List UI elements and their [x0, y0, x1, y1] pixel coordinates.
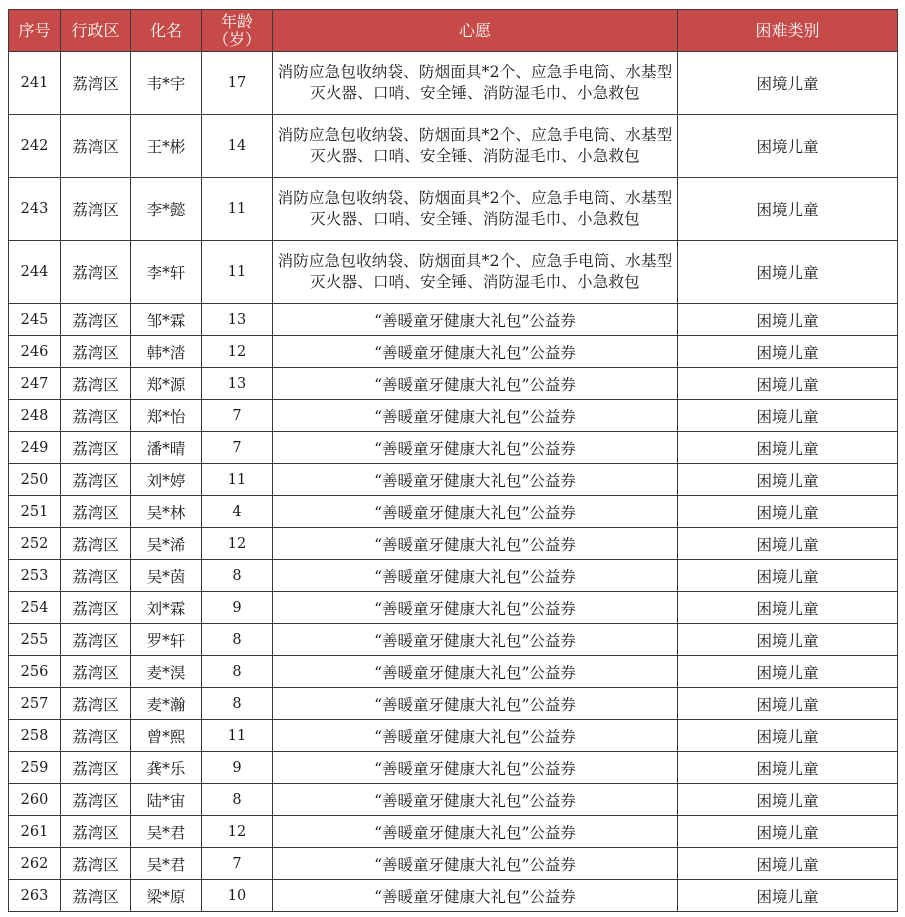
cell-index: 258 — [9, 720, 61, 752]
cell-name: 李*轩 — [131, 241, 202, 304]
cell-district: 荔湾区 — [61, 848, 131, 880]
cell-wish: “善暖童牙健康大礼包”公益券 — [273, 624, 678, 656]
cell-age: 13 — [202, 304, 273, 336]
table-row — [9, 688, 898, 720]
header-category: 困难类别 — [678, 10, 898, 52]
wish-list-sheet — [8, 9, 897, 912]
table-row — [9, 432, 898, 464]
cell-district: 荔湾区 — [61, 241, 131, 304]
cell-index: 241 — [9, 52, 61, 115]
cell-wish: “善暖童牙健康大礼包”公益券 — [273, 592, 678, 624]
table-row — [9, 178, 898, 241]
cell-name: 龚*乐 — [131, 752, 202, 784]
cell-name: 邹*霖 — [131, 304, 202, 336]
cell-district: 荔湾区 — [61, 400, 131, 432]
cell-wish: “善暖童牙健康大礼包”公益券 — [273, 368, 678, 400]
cell-age: 8 — [202, 688, 273, 720]
cell-wish: “善暖童牙健康大礼包”公益券 — [273, 304, 678, 336]
header-name: 化名 — [131, 10, 202, 52]
cell-district: 荔湾区 — [61, 368, 131, 400]
cell-index: 248 — [9, 400, 61, 432]
table-row — [9, 848, 898, 880]
cell-wish: “善暖童牙健康大礼包”公益券 — [273, 496, 678, 528]
cell-name: 吴*林 — [131, 496, 202, 528]
cell-wish: “善暖童牙健康大礼包”公益券 — [273, 752, 678, 784]
cell-name: 刘*婷 — [131, 464, 202, 496]
cell-name: 曾*熙 — [131, 720, 202, 752]
cell-age: 8 — [202, 784, 273, 816]
cell-wish: “善暖童牙健康大礼包”公益券 — [273, 720, 678, 752]
cell-category: 困境儿童 — [678, 752, 898, 784]
cell-age: 10 — [202, 880, 273, 912]
cell-district: 荔湾区 — [61, 464, 131, 496]
header-wish: 心愿 — [273, 10, 678, 52]
cell-name: 麦*瀚 — [131, 688, 202, 720]
cell-age: 8 — [202, 560, 273, 592]
cell-category: 困境儿童 — [678, 784, 898, 816]
cell-category: 困境儿童 — [678, 178, 898, 241]
cell-district: 荔湾区 — [61, 720, 131, 752]
cell-age: 7 — [202, 848, 273, 880]
cell-name: 吴*茵 — [131, 560, 202, 592]
cell-age: 12 — [202, 336, 273, 368]
cell-name: 郑*源 — [131, 368, 202, 400]
cell-wish: 消防应急包收纳袋、防烟面具*2个、应急手电筒、水基型灭火器、口哨、安全锤、消防湿毛巾、小急救包 — [273, 178, 678, 241]
cell-age: 17 — [202, 52, 273, 115]
cell-index: 243 — [9, 178, 61, 241]
cell-district: 荔湾区 — [61, 336, 131, 368]
cell-district: 荔湾区 — [61, 304, 131, 336]
header-district: 行政区 — [61, 10, 131, 52]
cell-category: 困境儿童 — [678, 720, 898, 752]
cell-wish: “善暖童牙健康大礼包”公益券 — [273, 784, 678, 816]
table-row — [9, 752, 898, 784]
cell-age: 4 — [202, 496, 273, 528]
header-age-line2: （岁） — [212, 29, 261, 49]
cell-index: 260 — [9, 784, 61, 816]
cell-age: 9 — [202, 592, 273, 624]
cell-age: 9 — [202, 752, 273, 784]
table-row — [9, 560, 898, 592]
cell-category: 困境儿童 — [678, 880, 898, 912]
cell-wish: “善暖童牙健康大礼包”公益券 — [273, 464, 678, 496]
cell-index: 244 — [9, 241, 61, 304]
cell-age: 14 — [202, 115, 273, 178]
table-row — [9, 592, 898, 624]
cell-category: 困境儿童 — [678, 592, 898, 624]
cell-name: 吴*浠 — [131, 528, 202, 560]
cell-index: 257 — [9, 688, 61, 720]
cell-category: 困境儿童 — [678, 115, 898, 178]
cell-index: 256 — [9, 656, 61, 688]
cell-district: 荔湾区 — [61, 624, 131, 656]
header-age-line1: 年龄 — [220, 11, 253, 31]
cell-name: 吴*君 — [131, 816, 202, 848]
cell-index: 262 — [9, 848, 61, 880]
cell-category: 困境儿童 — [678, 816, 898, 848]
cell-index: 254 — [9, 592, 61, 624]
cell-name: 韦*宇 — [131, 52, 202, 115]
cell-wish: “善暖童牙健康大礼包”公益券 — [273, 336, 678, 368]
cell-district: 荔湾区 — [61, 880, 131, 912]
cell-district: 荔湾区 — [61, 528, 131, 560]
table-row — [9, 784, 898, 816]
cell-index: 245 — [9, 304, 61, 336]
cell-district: 荔湾区 — [61, 752, 131, 784]
cell-age: 12 — [202, 528, 273, 560]
cell-district: 荔湾区 — [61, 656, 131, 688]
cell-district: 荔湾区 — [61, 432, 131, 464]
cell-index: 242 — [9, 115, 61, 178]
cell-wish: “善暖童牙健康大礼包”公益券 — [273, 848, 678, 880]
table-row — [9, 52, 898, 115]
cell-district: 荔湾区 — [61, 688, 131, 720]
cell-index: 255 — [9, 624, 61, 656]
cell-age: 7 — [202, 400, 273, 432]
cell-age: 11 — [202, 178, 273, 241]
cell-district: 荔湾区 — [61, 178, 131, 241]
cell-category: 困境儿童 — [678, 496, 898, 528]
cell-name: 刘*霖 — [131, 592, 202, 624]
table-row — [9, 720, 898, 752]
cell-wish: “善暖童牙健康大礼包”公益券 — [273, 560, 678, 592]
wish-list-table — [8, 9, 898, 912]
table-row — [9, 400, 898, 432]
cell-name: 韩*涾 — [131, 336, 202, 368]
cell-district: 荔湾区 — [61, 115, 131, 178]
table-row — [9, 368, 898, 400]
table-row — [9, 656, 898, 688]
table-row — [9, 624, 898, 656]
cell-name: 罗*轩 — [131, 624, 202, 656]
cell-wish: 消防应急包收纳袋、防烟面具*2个、应急手电筒、水基型灭火器、口哨、安全锤、消防湿毛巾、小急救包 — [273, 52, 678, 115]
cell-wish: “善暖童牙健康大礼包”公益券 — [273, 880, 678, 912]
cell-wish: “善暖童牙健康大礼包”公益券 — [273, 528, 678, 560]
cell-category: 困境儿童 — [678, 336, 898, 368]
cell-age: 13 — [202, 368, 273, 400]
cell-name: 李*懿 — [131, 178, 202, 241]
cell-wish: 消防应急包收纳袋、防烟面具*2个、应急手电筒、水基型灭火器、口哨、安全锤、消防湿毛巾、小急救包 — [273, 115, 678, 178]
cell-index: 250 — [9, 464, 61, 496]
cell-category: 困境儿童 — [678, 848, 898, 880]
header-age — [202, 10, 273, 52]
cell-name: 梁*原 — [131, 880, 202, 912]
table-row — [9, 304, 898, 336]
cell-index: 249 — [9, 432, 61, 464]
cell-district: 荔湾区 — [61, 560, 131, 592]
table-row — [9, 336, 898, 368]
cell-age: 12 — [202, 816, 273, 848]
cell-age: 8 — [202, 656, 273, 688]
cell-category: 困境儿童 — [678, 624, 898, 656]
table-row — [9, 528, 898, 560]
cell-category: 困境儿童 — [678, 241, 898, 304]
cell-district: 荔湾区 — [61, 784, 131, 816]
cell-index: 259 — [9, 752, 61, 784]
cell-index: 252 — [9, 528, 61, 560]
cell-wish: “善暖童牙健康大礼包”公益券 — [273, 688, 678, 720]
cell-age: 7 — [202, 432, 273, 464]
cell-name: 麦*淏 — [131, 656, 202, 688]
cell-category: 困境儿童 — [678, 656, 898, 688]
table-row — [9, 464, 898, 496]
cell-district: 荔湾区 — [61, 52, 131, 115]
cell-age: 11 — [202, 720, 273, 752]
table-row — [9, 115, 898, 178]
table-header-row — [9, 10, 898, 52]
cell-wish: “善暖童牙健康大礼包”公益券 — [273, 816, 678, 848]
table-row — [9, 816, 898, 848]
table-row — [9, 496, 898, 528]
cell-index: 263 — [9, 880, 61, 912]
cell-index: 253 — [9, 560, 61, 592]
table-body — [9, 52, 898, 912]
cell-name: 吴*君 — [131, 848, 202, 880]
cell-age: 8 — [202, 624, 273, 656]
cell-wish: “善暖童牙健康大礼包”公益券 — [273, 432, 678, 464]
cell-district: 荔湾区 — [61, 592, 131, 624]
cell-index: 261 — [9, 816, 61, 848]
cell-index: 246 — [9, 336, 61, 368]
table-row — [9, 880, 898, 912]
cell-category: 困境儿童 — [678, 52, 898, 115]
cell-name: 郑*怡 — [131, 400, 202, 432]
cell-district: 荔湾区 — [61, 496, 131, 528]
cell-category: 困境儿童 — [678, 400, 898, 432]
cell-age: 11 — [202, 464, 273, 496]
cell-category: 困境儿童 — [678, 560, 898, 592]
header-index: 序号 — [9, 10, 61, 52]
table-row — [9, 241, 898, 304]
cell-name: 王*彬 — [131, 115, 202, 178]
cell-district: 荔湾区 — [61, 816, 131, 848]
cell-name: 潘*晴 — [131, 432, 202, 464]
cell-name: 陆*宙 — [131, 784, 202, 816]
cell-wish: “善暖童牙健康大礼包”公益券 — [273, 656, 678, 688]
cell-category: 困境儿童 — [678, 304, 898, 336]
cell-age: 11 — [202, 241, 273, 304]
cell-category: 困境儿童 — [678, 688, 898, 720]
cell-category: 困境儿童 — [678, 368, 898, 400]
cell-index: 251 — [9, 496, 61, 528]
cell-category: 困境儿童 — [678, 432, 898, 464]
cell-category: 困境儿童 — [678, 464, 898, 496]
cell-index: 247 — [9, 368, 61, 400]
cell-category: 困境儿童 — [678, 528, 898, 560]
cell-wish: “善暖童牙健康大礼包”公益券 — [273, 400, 678, 432]
cell-wish: 消防应急包收纳袋、防烟面具*2个、应急手电筒、水基型灭火器、口哨、安全锤、消防湿毛巾、小急救包 — [273, 241, 678, 304]
